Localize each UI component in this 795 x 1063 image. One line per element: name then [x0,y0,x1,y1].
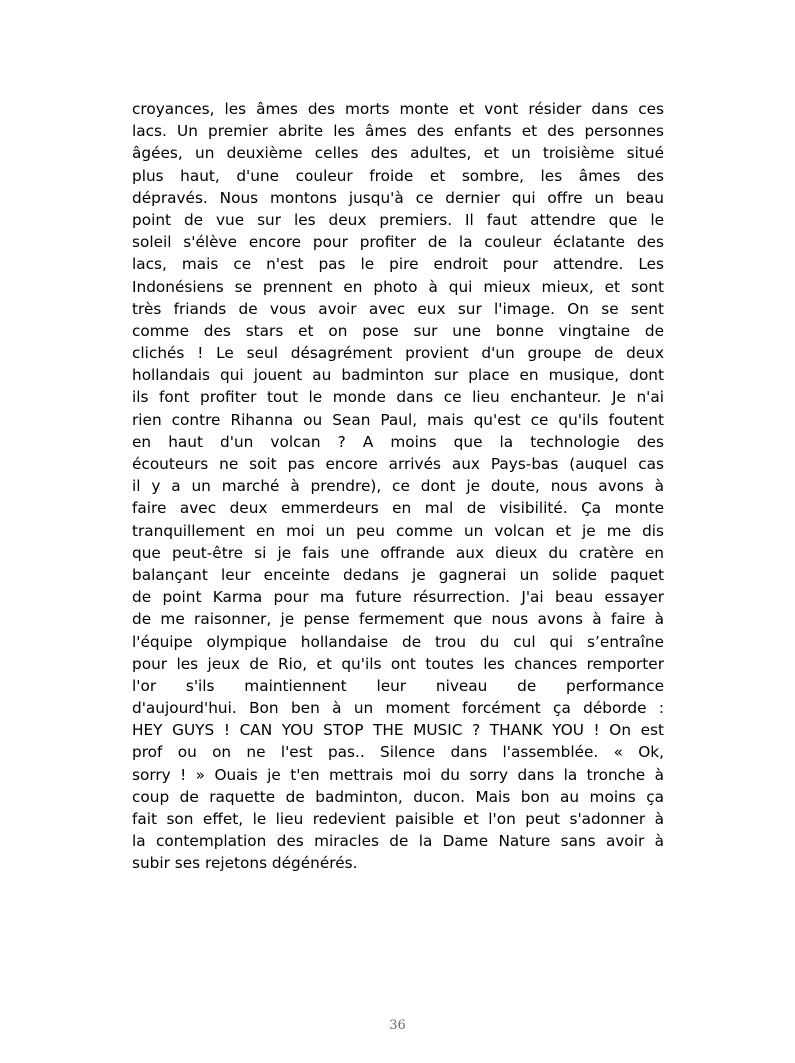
text-line: fait son effet, le lieu redevient paisible et l'on peut s'adonner à [132,810,664,828]
text-line: dépravés. Nous montons jusqu'à ce dernier qui offre un beau [132,188,664,207]
text-line: tranquillement en moi un peu comme un volcan et je me dis [132,521,664,540]
text-line: sorry ! » Ouais je t'en mettrais moi du sorry dans la tronche à [132,765,664,784]
text-line: faire avec deux emmerdeurs en mal de visibilité. Ça monte [132,499,664,518]
text-line: rien contre Rihanna ou Sean Paul, mais qu'est ce qu'ils foutent [132,410,664,429]
text-line: coup de raquette de badminton, ducon. Mais bon au moins ça [132,787,664,806]
text-line: l'équipe olympique hollandaise de trou du cul qui s’entraîne [132,632,664,651]
text-line: il y a un marché à prendre), ce dont je doute, nous avons à [132,477,664,496]
text-line: pour les jeux de Rio, et qu'ils ont toutes les chances remporter [132,654,664,673]
text-line: ils font profiter tout le monde dans ce lieu enchanteur. Je n'ai [132,388,664,407]
text-line: l'or s'ils maintiennent leur niveau de performance [132,676,664,695]
text-line: lacs, mais ce n'est pas le pire endroit pour attendre. Les [132,255,664,274]
page-number: 36 [389,1018,406,1033]
text-line: HEY GUYS ! CAN YOU STOP THE MUSIC ? THANK YOU ! On est [132,721,664,740]
text-line: très friands de vous avoir avec eux sur l'image. On se sent [132,299,664,318]
text-line: d'aujourd'hui. Bon ben à un moment forcément ça déborde : [132,699,664,718]
text-line: prof ou on ne l'est pas.. Silence dans l'assemblée. « Ok, [132,743,664,762]
text-line: croyances, les âmes des morts monte et vont résider dans ces [132,100,664,118]
text-line: de me raisonner, je pense fermement que nous avons à faire à [132,610,664,629]
text-line: de point Karma pour ma future résurrection. J'ai beau essayer [132,588,664,607]
text-line: comme des stars et on pose sur une bonne vingtaine de [132,321,664,340]
text-line: soleil s'élève encore pour profiter de la couleur éclatante des [132,233,664,252]
text-line: la contemplation des miracles de la Dame Nature sans avoir à [132,832,664,851]
text-line: lacs. Un premier abrite les âmes des enfants et des personnes [132,122,664,141]
text-line: âgées, un deuxième celles des adultes, et un troisième situé [132,144,664,163]
text-line: hollandais qui jouent au badminton sur place en musique, dont [132,366,664,385]
text-line: que peut-être si je fais une offrande aux dieux du cratère en [132,543,664,562]
text-line: subir ses rejetons dégénérés. [132,854,358,873]
text-line: Indonésiens se prennent en photo à qui mieux mieux, et sont [132,277,664,296]
text-line: point de vue sur les deux premiers. Il faut attendre que le [132,210,664,229]
text-line: balançant leur enceinte dedans je gagnerai un solide paquet [132,565,664,584]
text-line: en haut d'un volcan ? A moins que la technologie des [132,432,664,451]
text-line: plus haut, d'une couleur froide et sombre, les âmes des [132,166,664,185]
body-paragraph [132,98,664,875]
text-line: clichés ! Le seul désagrément provient d'un groupe de deux [132,344,664,363]
text-line: écouteurs ne soit pas encore arrivés aux Pays-bas (auquel cas [132,455,664,473]
